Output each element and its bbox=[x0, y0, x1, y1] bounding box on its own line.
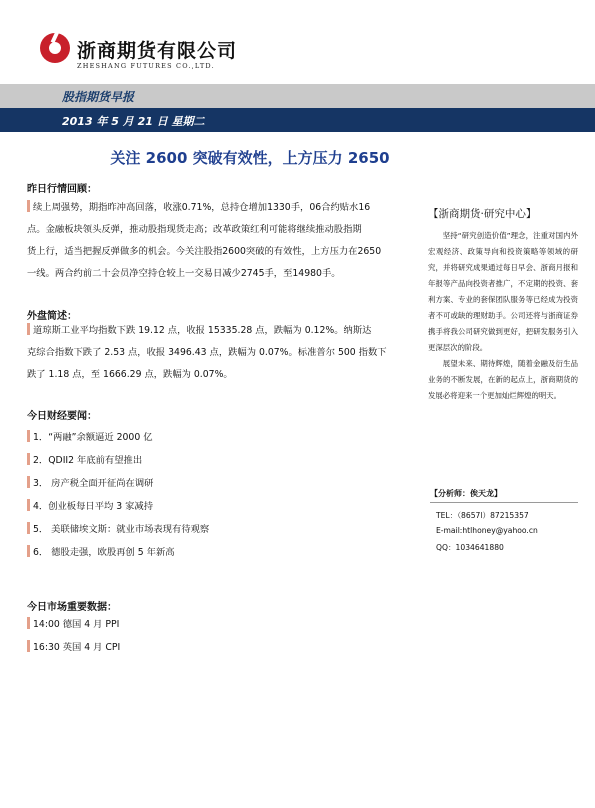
bullet-marker bbox=[27, 545, 30, 557]
market-data-item: 14:00 德国 4 月 PPI bbox=[27, 616, 119, 630]
news-item: 5． 美联储埃文斯：就业市场表现有待观察 bbox=[27, 521, 209, 535]
news-item: 4．创业板每日平均 3 家减持 bbox=[27, 498, 153, 512]
review-line: 货上行，适当把握反弹做多的机会。今关注股指2600突破的有效性，上方压力在2650 bbox=[27, 246, 382, 257]
company-logo-icon bbox=[40, 33, 70, 63]
news-item: 1．“两融”余额逼近 2000 亿 bbox=[27, 429, 153, 443]
bullet-marker bbox=[27, 453, 30, 465]
external-line: 克综合指数下跌了 2.53 点，收报 3496.43 点，跌幅为 0.07%。标准普尔 500 指数下 bbox=[27, 347, 387, 358]
report-title: 股指期货早报 bbox=[62, 90, 135, 104]
analyst-name: 【分析师：俟天龙】 bbox=[430, 489, 502, 498]
news-item: 3． 房产税全面开征尚在调研 bbox=[27, 475, 153, 489]
divider bbox=[430, 502, 578, 503]
sidebar-text bbox=[428, 228, 578, 404]
bullet-marker bbox=[27, 476, 30, 488]
review-line: 点。金融板块领头反弹，推动股指现货走高；改革政策红利可能将继续推动股指期 bbox=[27, 224, 362, 235]
bullet-marker bbox=[27, 323, 30, 335]
headline: 关注 2600 突破有效性，上方压力 2650 bbox=[110, 149, 390, 167]
external-line: 道琼斯工业平均指数下跌 19.12 点，收报 15335.28 点，跌幅为 0.12%。纳斯达 bbox=[27, 320, 410, 342]
bullet-marker bbox=[27, 430, 30, 442]
external-paragraph bbox=[27, 320, 410, 386]
review-line: 一线。两合约前二十会员净空持仓较上一交易日减少2745手，至14980手。 bbox=[27, 268, 341, 279]
report-date: 2013 年 5 月 21 日 星期二 bbox=[62, 115, 205, 128]
news-item: 6． 德股走强，欧股再创 5 年新高 bbox=[27, 544, 175, 558]
bullet-marker bbox=[27, 499, 30, 511]
review-paragraph bbox=[27, 197, 410, 285]
analyst-tel: TEL：（8657l）87215357 bbox=[436, 511, 529, 520]
company-name: 浙商期货有限公司 bbox=[77, 40, 238, 62]
company-name-en: ZHESHANG FUTURES CO.,LTD. bbox=[77, 62, 215, 70]
bullet-marker bbox=[27, 617, 30, 629]
external-line: 跌了 1.18 点，至 1666.29 点，跌幅为 0.07%。 bbox=[27, 369, 233, 380]
market-data-item: 16:30 英国 4 月 CPI bbox=[27, 639, 120, 653]
analyst-qq: QQ：1034641880 bbox=[436, 543, 504, 552]
news-item: 2．QDII2 年底前有望推出 bbox=[27, 452, 142, 466]
bullet-marker bbox=[27, 640, 30, 652]
report-header bbox=[0, 0, 595, 84]
review-line: 续上周强势，期指昨冲高回落，收涨0.71%，总持仓增加1330手，06合约贴水16 bbox=[27, 197, 410, 219]
sidebar-paragraph: 展望未来、期待辉煌，随着金融及衍生品业务的不断发展，在新的起点上，浙商期货的发展必将迎来一个更加灿烂辉煌的明天。 bbox=[428, 359, 578, 400]
external-section-title: 外盘简述： bbox=[27, 311, 77, 322]
bullet-marker bbox=[27, 200, 30, 212]
analyst-email: E-mail:htlhoney@yahoo.cn bbox=[436, 526, 538, 535]
bullet-marker bbox=[27, 522, 30, 534]
sidebar-title: 【浙商期货·研究中心】 bbox=[428, 208, 537, 220]
review-section-title: 昨日行情回顾： bbox=[27, 184, 97, 195]
market-data-section-title: 今日市场重要数据： bbox=[27, 602, 117, 613]
sidebar-paragraph: 坚持“研究创造价值”理念，注重对国内外宏观经济、政策导向和投资策略等领域的研究，并将研究成果通过每日早会、浙商月报和年报等产品向投资者推广，不定期的投资、套利方案、专业的套保团队服务等已经成为投资者不可或缺的理财助手。公司还将与浙商证券携手将我公司研究做到更好，把研发服务引入更深层次的阶段。 bbox=[428, 231, 578, 352]
news-section-title: 今日财经要闻： bbox=[27, 411, 97, 422]
